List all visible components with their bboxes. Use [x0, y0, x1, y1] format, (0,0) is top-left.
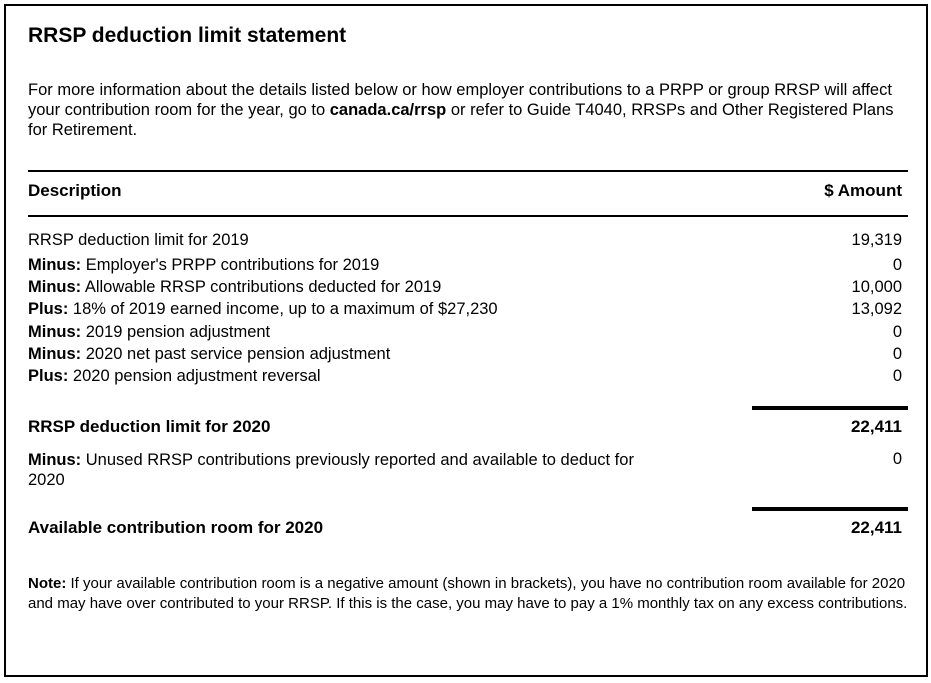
total-rule [752, 507, 908, 511]
row-amount: 0 [892, 256, 902, 274]
available-room-label: Available contribution room for 2020 [28, 518, 324, 537]
row-amount: 0 [892, 345, 902, 363]
row-amount: 0 [892, 323, 902, 341]
available-room-amount: 22,411 [850, 518, 902, 537]
intro-text-after: or refer to Guide T4040, RRSPs and Other Registered Plans for Retirement. [28, 101, 894, 139]
table-top-rule [28, 170, 908, 172]
row-label: Minus: 2019 pension adjustment [28, 323, 271, 341]
note-paragraph [28, 574, 908, 614]
header-description: Description [28, 181, 122, 200]
unused-contributions-amount: 0 [892, 450, 902, 468]
limit-2020-amount: 22,411 [850, 417, 902, 436]
row-label: Minus: 2020 net past service pension adjustment [28, 345, 391, 363]
intro-paragraph [28, 80, 898, 140]
subtotal-rule [752, 406, 908, 410]
row-label: Minus: Allowable RRSP contributions deducted for 2019 [28, 278, 442, 296]
unused-contributions-label: Minus: Unused RRSP contributions previously reported and available to deduct for 2020 [28, 451, 634, 489]
limit-2020-label: RRSP deduction limit for 2020 [28, 417, 271, 436]
note-prefix: Note: [28, 575, 67, 592]
row-label: RRSP deduction limit for 2019 [28, 231, 249, 249]
row-label: Plus: 2020 pension adjustment reversal [28, 367, 321, 385]
row-label: Minus: Employer's PRPP contributions for 2019 [28, 256, 380, 274]
row-amount: 10,000 [851, 278, 902, 296]
statement-frame [4, 4, 928, 677]
row-label: Plus: 18% of 2019 earned income, up to a maximum of $27,230 [28, 300, 498, 318]
header-amount: $ Amount [824, 181, 902, 200]
row-amount: 0 [892, 367, 902, 385]
header-bottom-rule [28, 215, 908, 217]
statement-title: RRSP deduction limit statement [28, 24, 347, 47]
intro-text-before: For more information about the details listed below or how employer contributions to a PRPP or group RRSP will affect your contribution room for the year, go to [28, 81, 892, 119]
row-amount: 13,092 [851, 300, 902, 318]
rrsp-link[interactable]: canada.ca/rrsp [329, 101, 447, 119]
note-text: If your available contribution room is a negative amount (shown in brackets), you have no contribution room available for 2020 and may have over contributed to your RRSP. If this is the case, you may have to pay a 1% monthly tax on any excess contributions. [28, 575, 908, 612]
row-amount: 19,319 [851, 231, 902, 249]
